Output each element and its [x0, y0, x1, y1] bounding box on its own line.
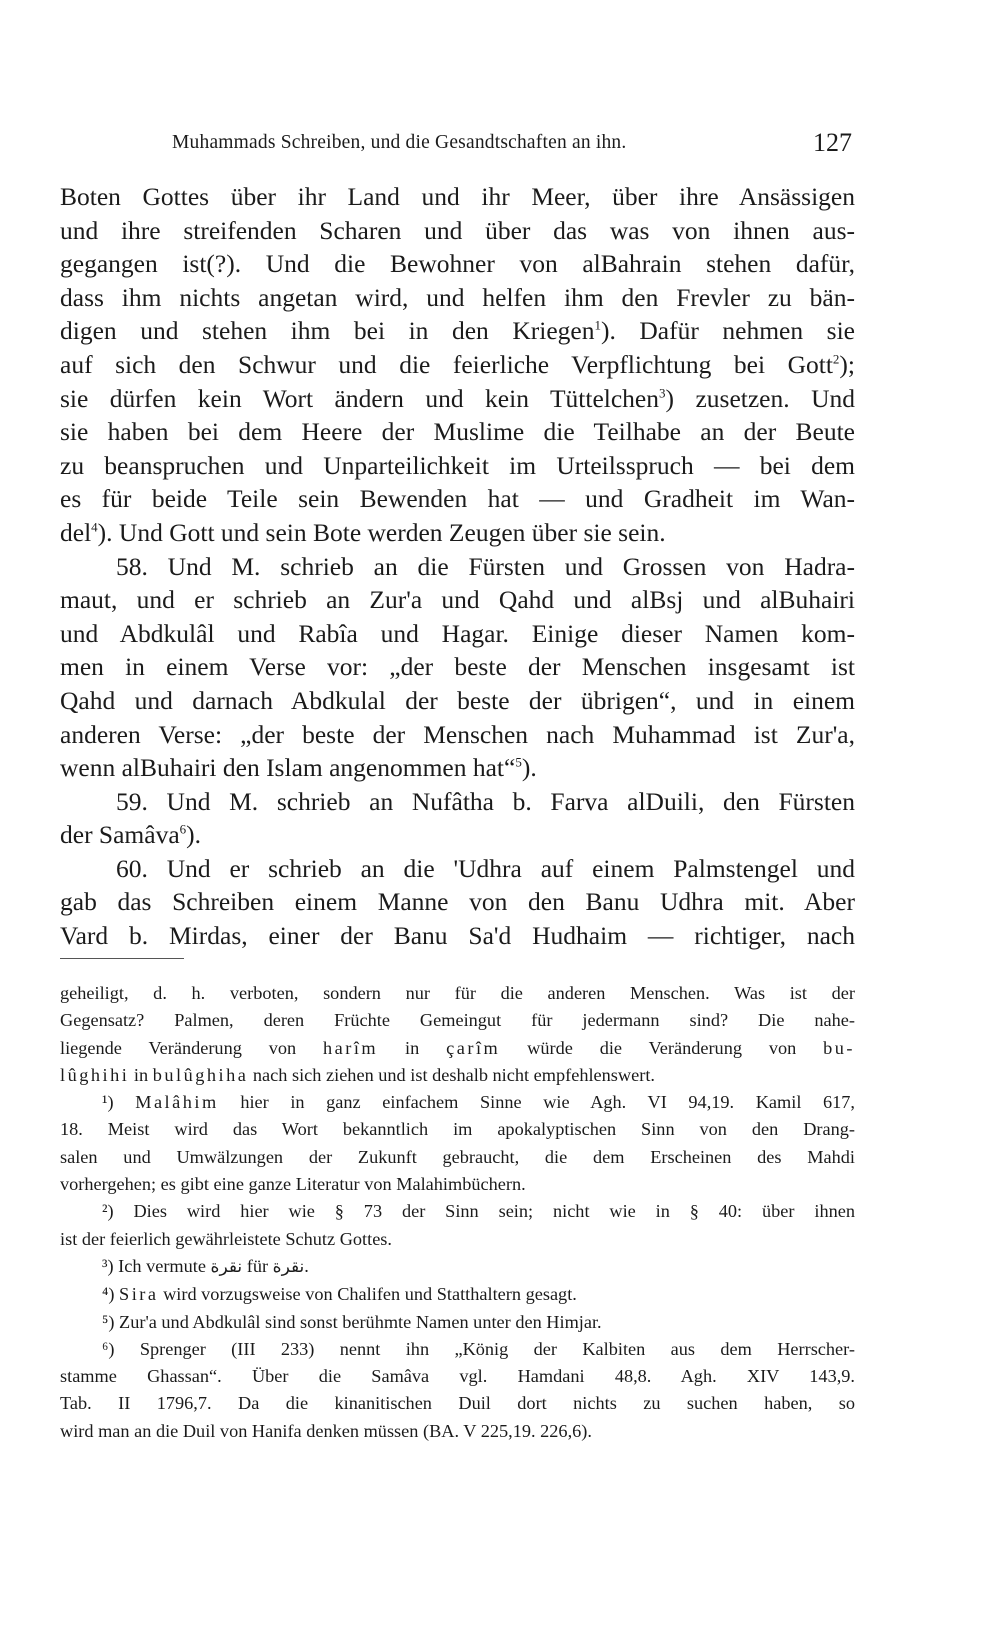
emphasized-word: Sira	[119, 1284, 159, 1305]
text-segment: wenn alBuhairi den Islam angenommen hat“	[60, 753, 516, 783]
text-segment: wird vorzugsweise von Chalifen und Statthaltern gesagt.	[163, 1284, 577, 1305]
text-segment: digen und stehen ihm bei in den Kriegen	[60, 316, 595, 346]
footnote-ref: 1	[594, 317, 601, 333]
text-line: men in einem Verse vor: „der beste der Menschen insgesamt ist	[60, 652, 855, 682]
footnote-ref: 4	[91, 519, 98, 535]
text-line: 59. Und M. schrieb an Nufâtha b. Farva alDuili, den Fürsten	[116, 786, 855, 816]
footnote-marker: ⁴)	[102, 1284, 115, 1305]
footnote-line	[60, 1035, 855, 1062]
text-line	[60, 516, 855, 550]
text-segment: Sprenger (III 233) nennt ihn „König der Kalbiten aus dem Herrscher-	[139, 1338, 855, 1359]
footnote-ref: 6	[179, 821, 187, 837]
emphasized-word: bulûghiha	[152, 1064, 249, 1085]
text-line: und Abdkulâl und Rabîa und Hagar. Einige dieser Namen kom-	[60, 618, 855, 648]
running-title: Muhammads Schreiben, und die Gesandtschaften an ihn.	[172, 132, 627, 153]
text-segment: ). Und Gott und sein Bote werden Zeugen über sie sein.	[97, 517, 666, 547]
text-line: gegangen ist(?). Und die Bewohner von alBahrain stehen dafür,	[60, 249, 855, 279]
text-line: 60. Und er schrieb an die 'Udhra auf einem Palmstengel und	[116, 853, 855, 883]
page-header	[172, 128, 852, 158]
text-line: 58. Und M. schrieb an die Fürsten und Grossen von Hadra-	[116, 551, 855, 581]
footnote-line: geheiligt, d. h. verboten, sondern nur für die anderen Menschen. Was ist der	[60, 983, 855, 1003]
text-segment: in	[133, 1064, 149, 1085]
text-segment: der Samâva	[60, 820, 180, 850]
text-segment: Dies wird hier wie § 73 der Sinn sein; nicht wie in § 40: über ihnen	[133, 1201, 855, 1222]
text-segment: nach sich ziehen und ist deshalb nicht empfehlenswert.	[252, 1064, 655, 1085]
text-segment: auf sich den Schwur und die feierliche Verpflichtung bei Gott	[60, 349, 833, 379]
emphasized-word: çarîm	[446, 1037, 501, 1058]
emphasized-word: harîm	[323, 1037, 379, 1058]
footnote-line	[60, 1198, 855, 1225]
text-segment: del	[60, 517, 92, 547]
footnote-marker: ²)	[102, 1201, 114, 1222]
text-line: maut, und er schrieb an Zur'a und Qahd und alBsj und alBuhairi	[60, 585, 855, 615]
footnote-line	[60, 1089, 855, 1116]
footnote-line: Gegensatz? Palmen, deren Früchte Gemeingut für jedermann sind? Die nahe-	[60, 1010, 855, 1031]
footnote-line	[60, 1062, 855, 1089]
text-line	[60, 751, 855, 785]
text-segment: für	[246, 1255, 269, 1276]
text-segment: .	[304, 1255, 309, 1276]
footnote-line: wird man an die Duil von Hanifa denken müssen (BA. V 225,19. 226,6).	[60, 1420, 592, 1441]
text-segment: ). Dafür nehmen sie	[600, 316, 855, 346]
footnote-line: vorhergehen; es gibt eine ganze Literatur von Malahimbüchern.	[60, 1174, 526, 1195]
footnote-line	[60, 1309, 855, 1336]
footnote-line: stamme Ghassan“. Über die Samâva vgl. Hamdani 48,8. Agh. XIV 143,9.	[60, 1366, 855, 1387]
text-line	[60, 314, 855, 348]
footnote-marker: ³)	[102, 1255, 114, 1276]
text-segment: );	[839, 349, 855, 379]
page-number: 127	[813, 128, 852, 157]
footnote-line	[60, 1281, 855, 1308]
text-segment: Zur'a und Abdkulâl sind sonst berühmte Namen unter den Himjar.	[119, 1311, 602, 1332]
text-line: Boten Gottes über ihr Land und ihr Meer, über ihre Ansässigen	[60, 182, 855, 211]
text-line: sie haben bei dem Heere der Muslime die Teilhabe an der Beute	[60, 417, 855, 447]
footnote-line: 18. Meist wird das Wort bekanntlich im apokalyptischen Sinn von den Drang-	[60, 1119, 855, 1140]
arabic-word: نقرة	[210, 1256, 243, 1277]
text-segment: ).	[521, 753, 537, 783]
footnote-marker: ⁶)	[102, 1338, 115, 1359]
text-segment: hier in ganz einfachem Sinne wie Agh. VI 94,19. Kamil 617,	[240, 1092, 855, 1113]
text-line: anderen Verse: „der beste der Menschen nach Muhammad ist Zur'a,	[60, 719, 855, 749]
footnote-line: ist der feierlich gewährleistete Schutz Gottes.	[60, 1228, 392, 1249]
main-text	[60, 180, 855, 953]
text-line: dass ihm nichts angetan wird, und helfen ihm den Frevler zu bän-	[60, 282, 855, 312]
footnote-line: Tab. II 1796,7. Da die kinanitischen Duil dort nichts zu suchen haben, so	[60, 1393, 855, 1414]
text-segment: liegende Veränderung von	[60, 1037, 297, 1058]
text-segment: würde die Veränderung von	[527, 1037, 797, 1058]
footnote-line	[60, 1336, 855, 1363]
footnote-ref: 3	[659, 385, 666, 401]
text-line	[60, 348, 855, 382]
emphasized-word: bu-	[823, 1037, 856, 1058]
footnote-line: salen und Umwälzungen der Zukunft gebraucht, die dem Erscheinen des Mahdi	[60, 1146, 855, 1167]
footnote-ref: 5	[515, 754, 522, 770]
text-segment: sie dürfen kein Wort ändern und kein Tüttelchen	[60, 383, 659, 413]
emphasized-word: lûghihi	[60, 1064, 130, 1085]
text-segment: Ich vermute	[118, 1255, 206, 1276]
text-line	[60, 382, 855, 416]
text-line: gab das Schreiben einem Manne von den Banu Udhra mit. Aber	[60, 887, 855, 917]
text-line: Qahd und darnach Abdkulal der beste der übrigen“, und in einem	[60, 685, 855, 715]
footnotes	[60, 980, 855, 1445]
footnote-marker: ⁵)	[102, 1311, 115, 1332]
text-segment: ).	[186, 820, 202, 850]
footnote-line	[60, 1253, 855, 1281]
footnote-marker: ¹)	[102, 1092, 114, 1113]
text-line: zu beanspruchen und Unparteilichkeit im Urteilsspruch — bei dem	[60, 450, 855, 480]
text-line: und ihre streifenden Scharen und über das was von ihnen aus-	[60, 215, 855, 245]
footnote-divider	[60, 958, 184, 959]
text-line: es für beide Teile sein Bewenden hat — und Gradheit im Wan-	[60, 484, 855, 514]
footnote-ref: 2	[832, 351, 840, 367]
emphasized-word: Malâhim	[135, 1092, 219, 1113]
text-line: Vard b. Mirdas, einer der Banu Sa'd Hudhaim — richtiger, nach	[60, 921, 855, 951]
arabic-word: نقرة	[272, 1256, 305, 1277]
text-segment: in	[405, 1037, 420, 1058]
text-line	[60, 818, 855, 852]
text-segment: ) zusetzen. Und	[665, 383, 855, 413]
